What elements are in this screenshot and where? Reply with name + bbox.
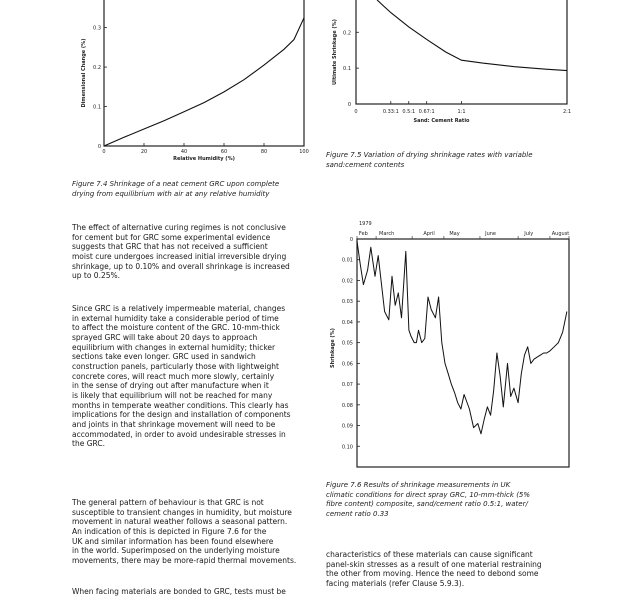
x-tick-label: 2:1 — [562, 109, 572, 115]
y-tick-label: 0.05 — [341, 340, 353, 347]
x-tick-label: 0.67:1 — [418, 109, 435, 115]
plot-frame — [357, 239, 569, 467]
text-line: The effect of alternative curing regimes is not conclusive — [72, 223, 286, 232]
x-tick-label: 0.33:1 — [382, 109, 399, 115]
x-tick-label: 100 — [299, 149, 309, 155]
y-tick-label: 0.2 — [343, 30, 351, 37]
figure-7-4-caption — [72, 180, 332, 199]
text-line: movement in natural weather follows a seasonal pattern. — [72, 517, 288, 527]
body-paragraph-1 — [72, 223, 290, 281]
text-line: and joints in that shrinkage movement will need to be — [72, 419, 276, 429]
plot-frame — [104, 0, 304, 146]
y-axis-label: Dimensional Change (%) — [81, 38, 87, 108]
text-line: panel-skin stresses as a result of one material restraining — [326, 559, 542, 569]
series-line — [104, 18, 304, 146]
text-line: months in temperate weather conditions. This clearly has — [72, 400, 289, 410]
month-label: March — [379, 231, 395, 237]
text-line: UK and similar information has been found elsewhere — [72, 536, 274, 546]
x-tick-label: 0 — [354, 109, 358, 115]
text-line: susceptible to transient changes in humidity, but moisture — [72, 507, 292, 517]
text-line: accommodated, in order to avoid undesirable stresses in — [72, 429, 286, 439]
body-paragraph-2 — [72, 304, 291, 449]
y-tick-label: 0.1 — [93, 104, 101, 111]
month-label: July — [524, 231, 534, 237]
text-line: sprayed GRC will take about 20 days to approach — [72, 332, 258, 342]
y-tick-label: 0.04 — [341, 319, 353, 326]
body-paragraph-3 — [72, 498, 296, 566]
y-tick-label: 0.07 — [341, 382, 353, 389]
text-line: in the world. Superimposed on the underlying moisture — [72, 546, 280, 556]
year-label: 1979 — [359, 221, 372, 227]
y-tick-label: 0.02 — [341, 278, 353, 285]
x-tick-label: 60 — [220, 149, 228, 155]
series-line — [357, 241, 567, 434]
text-line: Since GRC is a relatively impermeable material, changes — [72, 304, 286, 313]
text-line: in the sense of drying out after manufacture when it — [72, 381, 269, 391]
y-tick-label: 0.01 — [341, 257, 353, 264]
body-paragraph-4 — [72, 587, 286, 597]
figure-7-6-caption — [326, 481, 576, 519]
x-tick-label: 20 — [140, 149, 148, 155]
plot-frame — [356, 0, 567, 104]
figure-7-6-svg — [322, 212, 576, 476]
text-line: An indication of this is depicted in Figure 7.6 for the — [72, 526, 267, 536]
y-axis-label: Shrinkage (%) — [330, 328, 336, 368]
text-line: sections take even longer. GRC used in sandwich — [72, 352, 256, 362]
y-tick-label: 0.09 — [341, 423, 353, 430]
y-tick-label: 0.03 — [341, 299, 353, 306]
y-axis-label: Ultimate Shrinkage (%) — [332, 19, 338, 85]
x-tick-label: 40 — [180, 149, 188, 155]
caption-line: sand:cement contents — [326, 160, 405, 169]
caption-line: fibre content) composite, sand/cement ratio 0.5:1, water/ — [326, 500, 528, 508]
caption-line: Figure 7.6 Results of shrinkage measurements in UK — [326, 481, 511, 489]
x-tick-label: 0 — [102, 149, 106, 155]
y-tick-label: 0 — [97, 144, 101, 150]
y-tick-label: 0.10 — [341, 444, 353, 451]
y-tick-label: 0.1 — [343, 66, 351, 73]
x-axis-label: Relative Humidity (%) — [173, 156, 235, 162]
body-paragraph-right — [326, 550, 542, 589]
caption-line: cement ratio 0.33 — [326, 509, 389, 518]
text-line: equilibrium with changes in external humidity; thicker — [72, 342, 276, 352]
series-line — [377, 0, 567, 71]
y-tick-label: 0.2 — [93, 65, 101, 72]
figure-7-4-chart — [72, 0, 312, 168]
figure-7-6-chart — [322, 212, 576, 476]
month-label: May — [449, 231, 460, 237]
text-line: facing materials (refer Clause 5.9.3). — [326, 578, 465, 588]
caption-line: drying from equilibrium with air at any relative humidity — [72, 189, 270, 198]
caption-line: climatic conditions for direct spray GRC, 10-mm-thick (5% — [326, 490, 531, 499]
y-tick-label: 0 — [347, 102, 351, 108]
month-label: April — [423, 231, 435, 237]
figure-7-5-caption — [326, 151, 576, 170]
y-tick-label: 0.08 — [341, 402, 353, 409]
text-line: shrinkage, up to 0.10% and overall shrinkage is increased — [72, 261, 290, 271]
figure-7-4-svg — [72, 0, 312, 168]
figure-7-5-chart — [322, 0, 574, 145]
text-line: The general pattern of behaviour is that GRC is not — [72, 498, 264, 507]
x-tick-label: 1:1 — [457, 109, 466, 115]
month-label: Feb — [358, 231, 368, 237]
text-line: When facing materials are bonded to GRC, tests must be — [72, 587, 286, 596]
text-line: movements, there may be more-rapid thermal movements. — [72, 555, 297, 565]
text-line: moist cure undergoes increased initial irreversible drying — [72, 251, 287, 261]
month-label: August — [551, 231, 570, 237]
x-tick-label: 0.5:1 — [402, 109, 416, 115]
text-line: is likely that equilibrium will not be reached for many — [72, 390, 273, 400]
text-line: for cement but for GRC some experimental evidence — [72, 232, 271, 242]
y-tick-label: 0 — [349, 237, 353, 243]
x-tick-label: 80 — [260, 149, 268, 155]
text-line: construction panels, particularly those with lightweight — [72, 361, 279, 371]
text-line: the GRC. — [72, 439, 105, 449]
y-tick-label: 0.06 — [341, 361, 353, 368]
y-tick-label: 0.3 — [93, 25, 101, 32]
figure-7-5-svg — [322, 0, 574, 145]
text-line: in external humidity take a considerable period of time — [72, 313, 279, 323]
month-label: June — [485, 231, 497, 237]
text-line: suggests that GRC that has not received a sufficient — [72, 242, 268, 252]
caption-line: Figure 7.5 Variation of drying shrinkage rates with variable — [326, 151, 533, 159]
text-line: characteristics of these materials can cause significant — [326, 550, 533, 559]
caption-line: Figure 7.4 Shrinkage of a neat cement GRC upon complete — [72, 180, 280, 188]
text-line: the other from moving. Hence the need to debond some — [326, 569, 539, 579]
text-line: concrete cores, will react much more slowly, certainly — [72, 371, 275, 381]
text-line: up to 0.25%. — [72, 271, 121, 281]
x-axis-label: Sand: Cement Ratio — [413, 118, 470, 124]
text-line: implications for the design and installation of components — [72, 410, 291, 420]
text-line: to affect the moisture content of the GRC. 10-mm-thick — [72, 323, 280, 333]
